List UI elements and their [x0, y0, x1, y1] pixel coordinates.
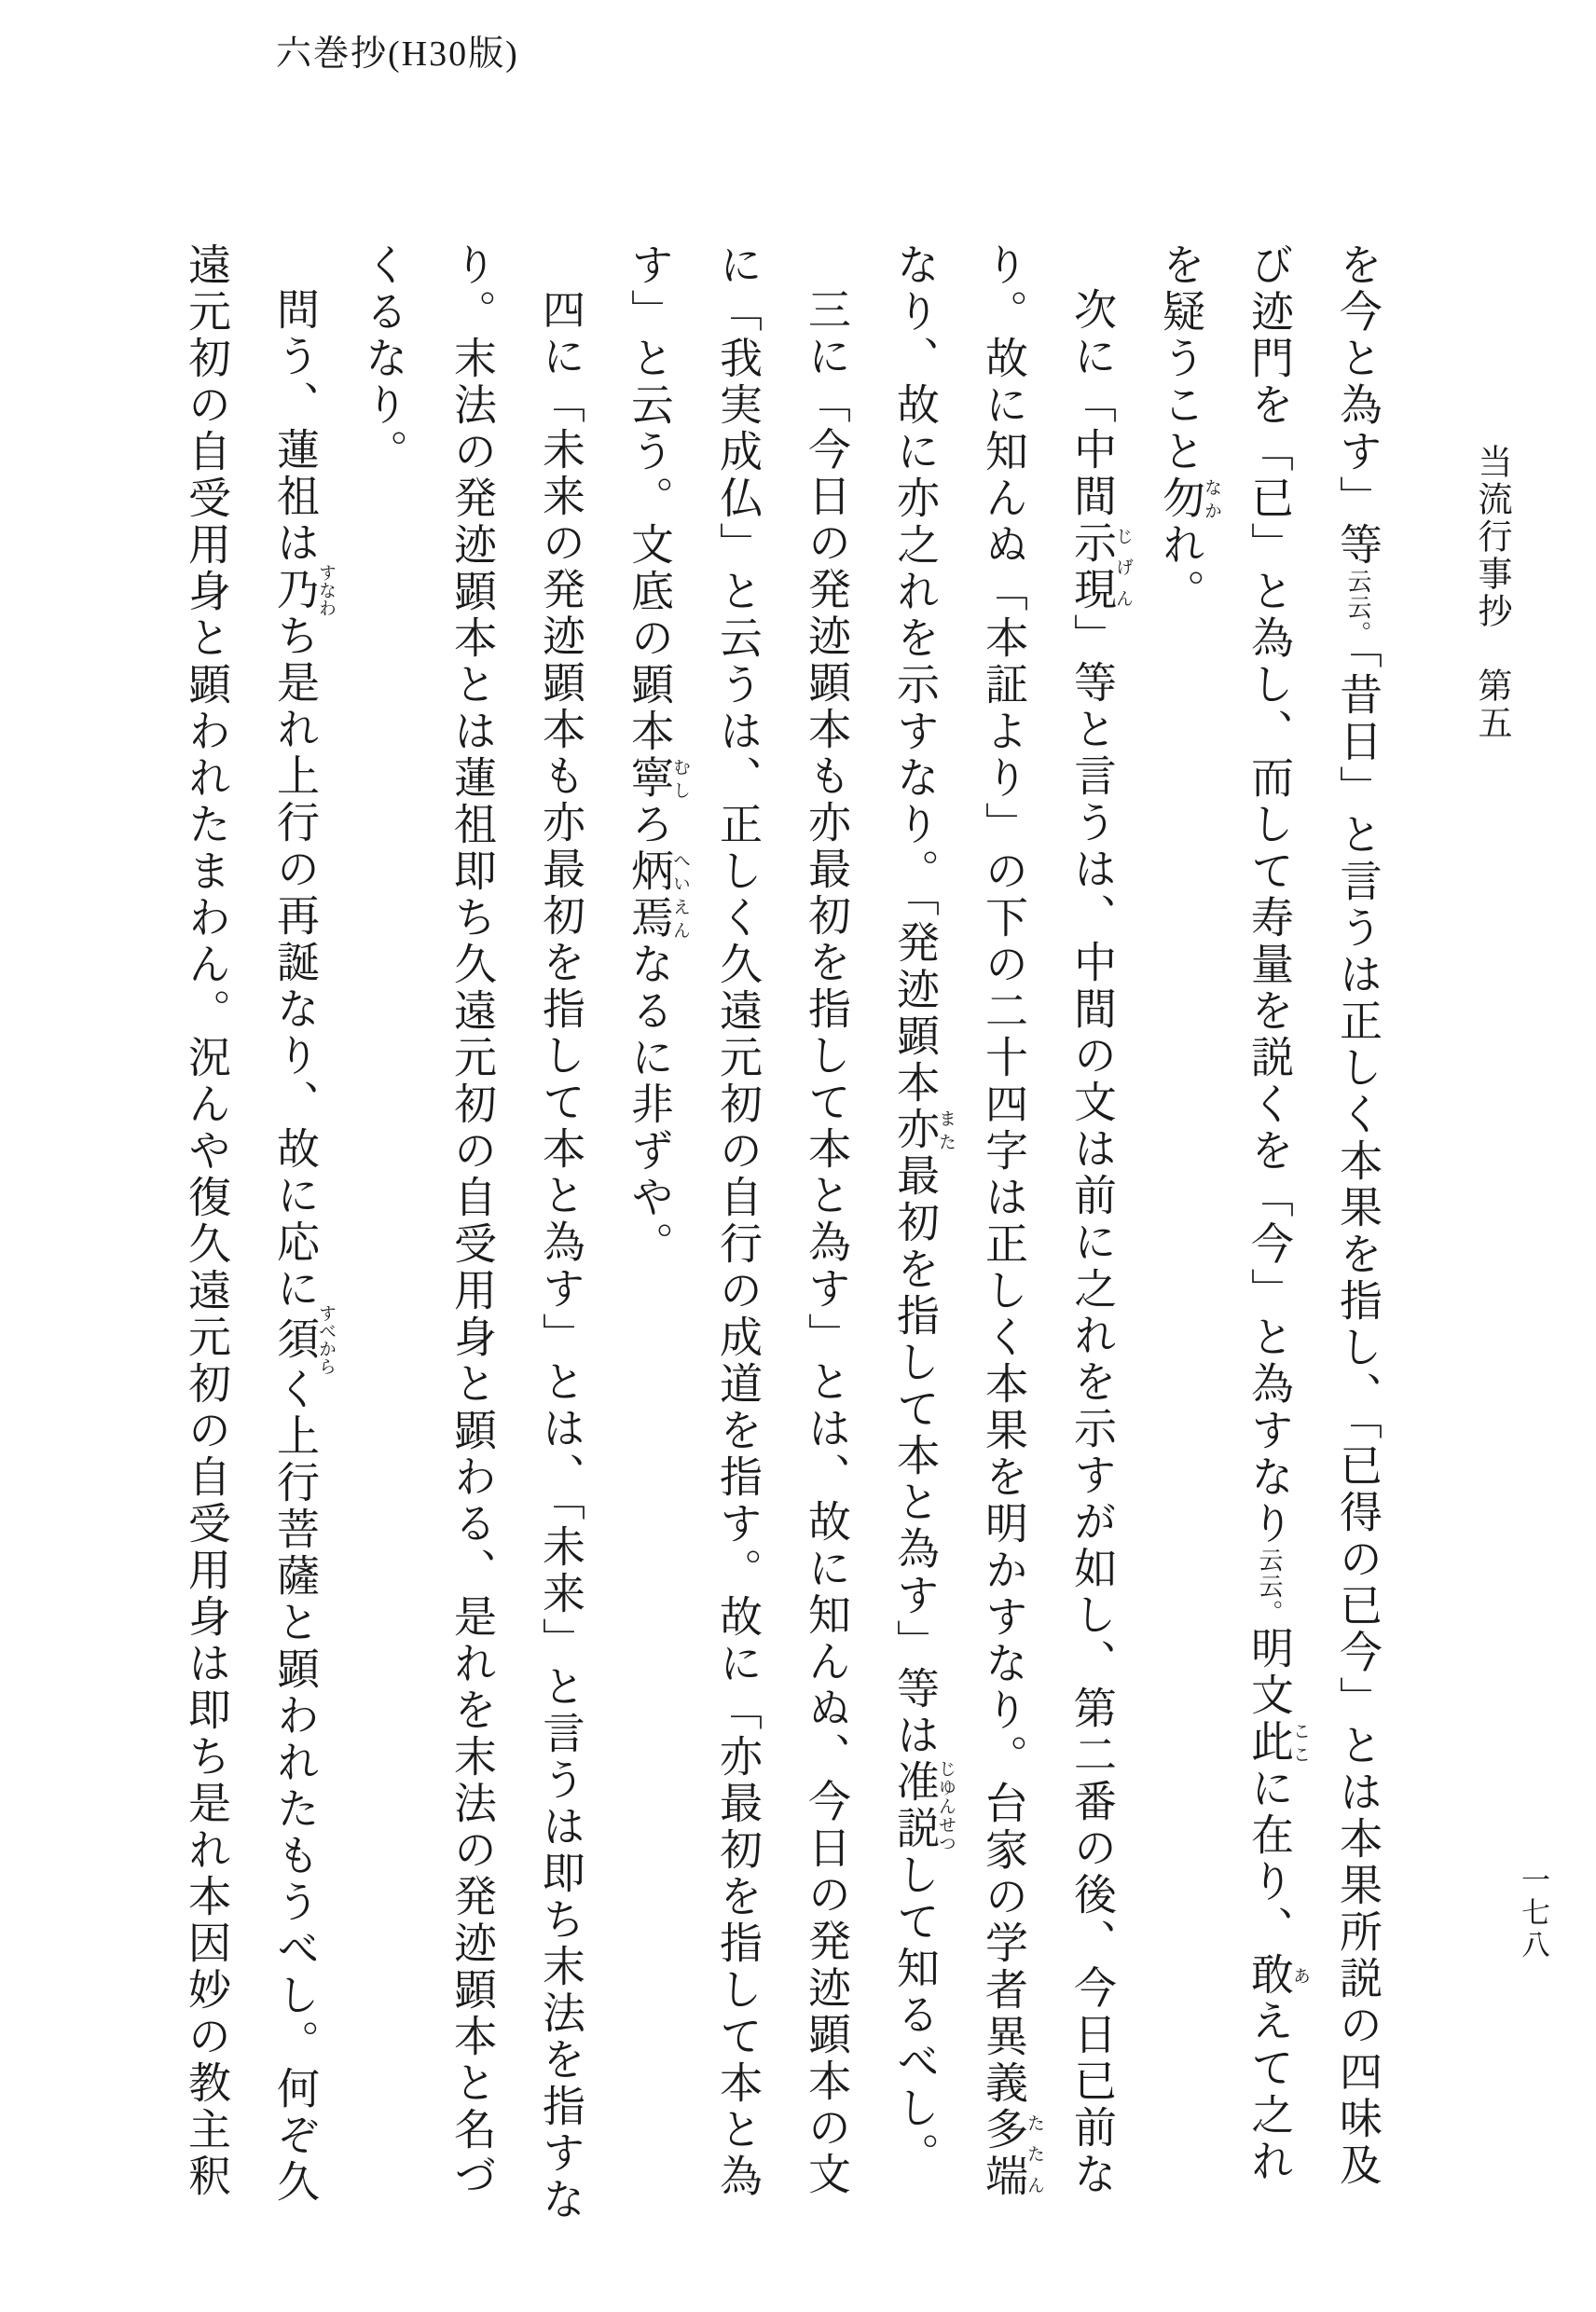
- ruby-annotated-text: 炳焉へいえん: [626, 848, 690, 942]
- text-run: ち是れ上行の再誕なり、故に応に: [271, 613, 319, 1314]
- text-line: [694, 242, 782, 2200]
- text-line: [428, 242, 516, 2200]
- text-run: なり、故に亦之れを示すなり。「発迹顕本: [891, 242, 939, 1107]
- text-run: ろ: [626, 802, 673, 848]
- text-run: 次に「中間: [1068, 287, 1116, 521]
- ruby-annotated-text: 勿なか: [1157, 475, 1221, 522]
- text-run: 三に「今日の発迹顕本も亦最初を指して本と為す」とは、故に知んぬ、今日の発迹顕本の文: [803, 287, 850, 2199]
- text-run: く上行菩薩と顕われたもうべし。何ぞ久: [271, 1367, 319, 2207]
- ruby-annotated-text: 准説じゆんせつ: [891, 1759, 956, 1852]
- text-run: を疑うこと: [1157, 242, 1204, 475]
- page-number: 一七八: [1517, 1865, 1549, 1962]
- text-run: す」と云う。文底の顕本: [626, 242, 673, 755]
- small-inline-note: 云云。: [1344, 569, 1371, 647]
- text-line: [605, 242, 694, 2163]
- text-run: び迹門を「已」と為し、而して寿量を説くを「今」と為すなり: [1245, 242, 1293, 1548]
- ruby-annotated-text: 乃すなわ: [271, 563, 336, 617]
- text-run: に「我実成仏」と云うは、正しく久遠元初の自行の成道を指す。故に「亦最初を指して本と為: [714, 242, 762, 2200]
- text-run: 最初を指して本と為す」等は: [891, 1153, 939, 1759]
- text-line: [1048, 242, 1136, 2199]
- text-run: 「昔日」と言うは正しく本果を指し、「已得の已今」とは本果所説の四味及: [1334, 647, 1382, 2189]
- booklet-title-header: 六巻抄(H30版): [276, 34, 519, 74]
- text-line: [871, 242, 959, 2179]
- text-line: [782, 242, 871, 2199]
- text-run: り。末法の発迹顕本とは蓮祖即ち久遠元初の自受用身と顕わる、是れを末法の発迹顕本と名づ: [448, 242, 496, 2200]
- text-line: [516, 242, 605, 2224]
- text-line: [959, 242, 1048, 2200]
- text-run: れ。: [1157, 522, 1204, 615]
- ruby-annotated-text: 寧むし: [626, 755, 690, 802]
- ruby-annotated-text: 多端たたん: [980, 2107, 1044, 2200]
- text-line: [1225, 242, 1314, 2185]
- text-run: えて之れ: [1245, 1999, 1293, 2185]
- text-line: [1136, 242, 1225, 2163]
- text-run: 明文: [1245, 1626, 1293, 1719]
- text-run: に在り、: [1245, 1766, 1293, 1952]
- text-run: 」等と言うは、中間の文は前に之れを示すが如し、第二番の後、今日已前な: [1068, 613, 1116, 2199]
- ruby-annotated-text: 示現じげん: [1068, 520, 1133, 614]
- text-run: して知るべし。: [891, 1852, 939, 2179]
- text-run: くるなり。: [360, 242, 407, 475]
- text-line: [339, 242, 428, 2163]
- text-run: 四に「未来の発迹顕本も亦最初を指して本と為す」とは、「未来」と言うは即ち末法を指すな: [537, 287, 585, 2224]
- ruby-annotated-text: 敢あ: [1245, 1952, 1310, 1999]
- ruby-annotated-text: 此ここ: [1245, 1719, 1310, 1766]
- body-text: [158, 242, 1402, 2224]
- small-inline-note: 云云。: [1256, 1548, 1283, 1626]
- text-run: を今と為す」等: [1334, 242, 1382, 569]
- text-run: 遠元初の自受用身と顕われたまわん。況んや復久遠元初の自受用身は即ち是れ本因妙の教主釈: [183, 242, 230, 2200]
- text-run: り。故に知んぬ「本証より」の下の二十四字は正しく本果を明かすなり。台家の学者異義: [980, 242, 1027, 2107]
- ruby-annotated-text: 亦また: [891, 1107, 956, 1153]
- running-title: 当流行事抄 第五: [1472, 444, 1510, 742]
- text-line: [251, 242, 339, 2207]
- text-line: [162, 242, 251, 2200]
- text-run: なるに非ずや。: [626, 942, 673, 1268]
- ruby-annotated-text: 須すべから: [271, 1304, 336, 1376]
- text-line: [1314, 242, 1402, 2189]
- text-run: 問う、蓮祖は: [271, 287, 319, 568]
